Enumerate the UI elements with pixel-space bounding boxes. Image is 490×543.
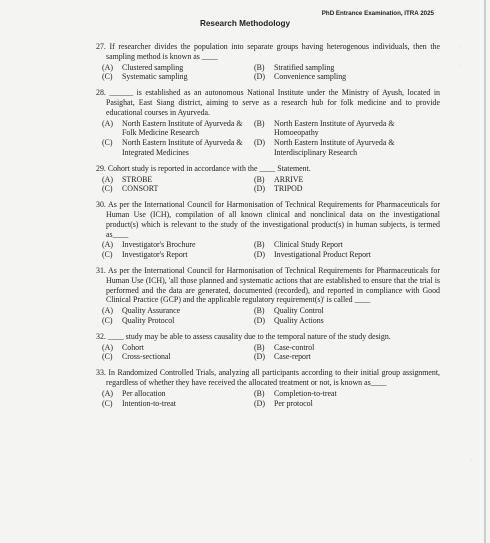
option-label: (C) [102, 72, 113, 82]
answer-option [96, 72, 248, 82]
option-label: (C) [102, 184, 113, 194]
option-text: Quality Control [274, 306, 324, 316]
option-grid [96, 63, 440, 83]
option-text: CONSORT [122, 184, 159, 194]
option-text: Case-report [274, 352, 311, 362]
option-label: (B) [254, 342, 265, 352]
question-block [96, 164, 440, 194]
option-grid [96, 119, 440, 158]
option-label: (B) [254, 118, 265, 128]
option-label: (C) [102, 315, 113, 325]
option-label: (D) [254, 138, 265, 148]
option-text: Completion-to-treat [274, 388, 337, 398]
answer-option [96, 343, 248, 353]
option-text: ARRIVE [274, 174, 304, 184]
option-label: (A) [102, 62, 113, 72]
exam-header: PhD Entrance Examination, ITRA 2025 [321, 10, 434, 17]
option-text: Investigator's Report [122, 250, 188, 260]
question-stem: 32. ____ study may be able to assess causality due to the temporal nature of the study design. [96, 331, 391, 341]
scan-edge-line [484, 0, 486, 543]
option-label: (B) [254, 306, 265, 316]
option-label: (D) [254, 184, 265, 194]
option-label: (D) [254, 72, 265, 82]
option-label: (D) [254, 250, 265, 260]
option-text: North Eastern Institute of Ayurveda & Homoeopathy [274, 118, 395, 138]
question-stem: 28. ______ is established as an autonomous National Institute under the Ministry of Ayush, located in Pasighat, East Siang district, aiming to serve as a research hub for folk medicine and to provide educational courses in Ayurveda. [96, 88, 440, 117]
question-stem: 27. If researcher divides the population into separate groups having heterogenous individuals, then the sampling method is known as ____ [96, 42, 440, 61]
option-text: Cross-sectional [122, 352, 171, 362]
option-grid [96, 175, 440, 195]
answer-option [96, 184, 248, 194]
option-label: (A) [102, 306, 113, 316]
option-label: (B) [254, 240, 265, 250]
scan-artifact-mark: · [458, 44, 460, 50]
answer-option [248, 138, 440, 158]
answer-option [96, 240, 248, 250]
option-text: North Eastern Institute of Ayurveda & Interdisciplinary Research [274, 138, 395, 157]
option-text: Investigational Product Report [274, 250, 371, 260]
answer-option [96, 389, 248, 399]
answer-option [248, 240, 440, 250]
question-stem: 30. As per the International Council for Harmonisation of Technical Requirements for Pharmaceuticals for Human Use (ICH), compilation of all known clinical and nonclinical data on the investigational product(s) which is relevant to the study of the investigational product(s) in human subjects, is termed as____ [96, 200, 440, 239]
option-text: Investigator's Brochure [122, 240, 196, 250]
option-label: (D) [254, 315, 265, 325]
answer-option [248, 63, 440, 73]
option-text: North Eastern Institute of Ayurveda & Folk Medicine Research [122, 118, 243, 138]
answer-option [96, 352, 248, 362]
option-text: Clinical Study Report [274, 240, 343, 250]
answer-option [248, 389, 440, 399]
option-text: TRIPOD [274, 184, 303, 194]
question-block [96, 368, 440, 408]
option-label: (B) [254, 388, 265, 398]
scan-artifact-mark: · [470, 458, 472, 464]
option-text: Cohort [122, 342, 144, 352]
option-text: Quality Assurance [122, 306, 181, 316]
option-text: North Eastern Institute of Ayurveda & Integrated Medicines [122, 138, 243, 157]
option-label: (B) [254, 174, 265, 184]
option-label: (C) [102, 138, 113, 148]
answer-option [96, 175, 248, 185]
option-label: (D) [254, 398, 265, 408]
answer-option [248, 343, 440, 353]
option-label: (A) [102, 240, 113, 250]
option-text: Intention-to-treat [122, 398, 176, 408]
option-text: Stratified sampling [274, 62, 335, 72]
answer-option [96, 119, 248, 139]
question-stem: 33. In Randomized Controlled Trials, analyzing all participants according to their initial group assignment, regardless of whether they have received the allocated treatment or not, is known as____ [96, 368, 440, 387]
answer-option [96, 399, 248, 409]
option-label: (D) [254, 352, 265, 362]
option-label: (B) [254, 62, 265, 72]
answer-option [248, 119, 440, 139]
question-list [96, 42, 440, 414]
answer-option [248, 316, 440, 326]
answer-option [248, 306, 440, 316]
option-text: Systematic sampling [122, 72, 188, 82]
option-grid [96, 343, 440, 363]
answer-option [248, 352, 440, 362]
option-label: (C) [102, 250, 113, 260]
option-label: (A) [102, 118, 113, 128]
answer-option [248, 399, 440, 409]
option-grid [96, 306, 440, 326]
scan-artifact-mark: · [458, 63, 460, 69]
question-block [96, 200, 440, 260]
option-label: (A) [102, 342, 113, 352]
option-label: (C) [102, 398, 113, 408]
section-title: Research Methodology [199, 19, 291, 28]
answer-option [248, 184, 440, 194]
option-text: Convenience sampling [274, 72, 347, 82]
option-text: Per allocation [122, 388, 166, 398]
question-block [96, 88, 440, 158]
question-stem: 31. As per the International Council for Harmonisation of Technical Requirements for Pharmaceuticals for Human Use (ICH), 'all those planned and systematic actions that are established to ensure that the trial is performed and the data are generated, documented (recorded), and reported in compliance with Good Clinical Practice (GCP) and the applicable regulatory requirement(s)' is called ____ [96, 265, 440, 305]
option-text: Case-control [274, 342, 315, 352]
option-text: Clustered sampling [122, 62, 184, 72]
answer-option [248, 72, 440, 82]
answer-option [96, 316, 248, 326]
answer-option [248, 175, 440, 185]
answer-option [96, 138, 248, 158]
option-text: STROBE [122, 174, 153, 184]
option-label: (C) [102, 352, 113, 362]
option-text: Per protocol [274, 398, 313, 408]
option-grid [96, 240, 440, 260]
answer-option [248, 250, 440, 260]
question-stem: 29. Cohort study is reported in accordance with the ____ Statement. [96, 163, 311, 173]
answer-option [96, 306, 248, 316]
option-label: (A) [102, 388, 113, 398]
option-text: Quality Actions [274, 315, 324, 325]
question-block [96, 332, 440, 362]
option-grid [96, 389, 440, 409]
question-block [96, 42, 440, 82]
option-label: (A) [102, 174, 113, 184]
question-block [96, 266, 440, 326]
answer-option [96, 250, 248, 260]
option-text: Quality Protocol [122, 315, 175, 325]
answer-option [96, 63, 248, 73]
